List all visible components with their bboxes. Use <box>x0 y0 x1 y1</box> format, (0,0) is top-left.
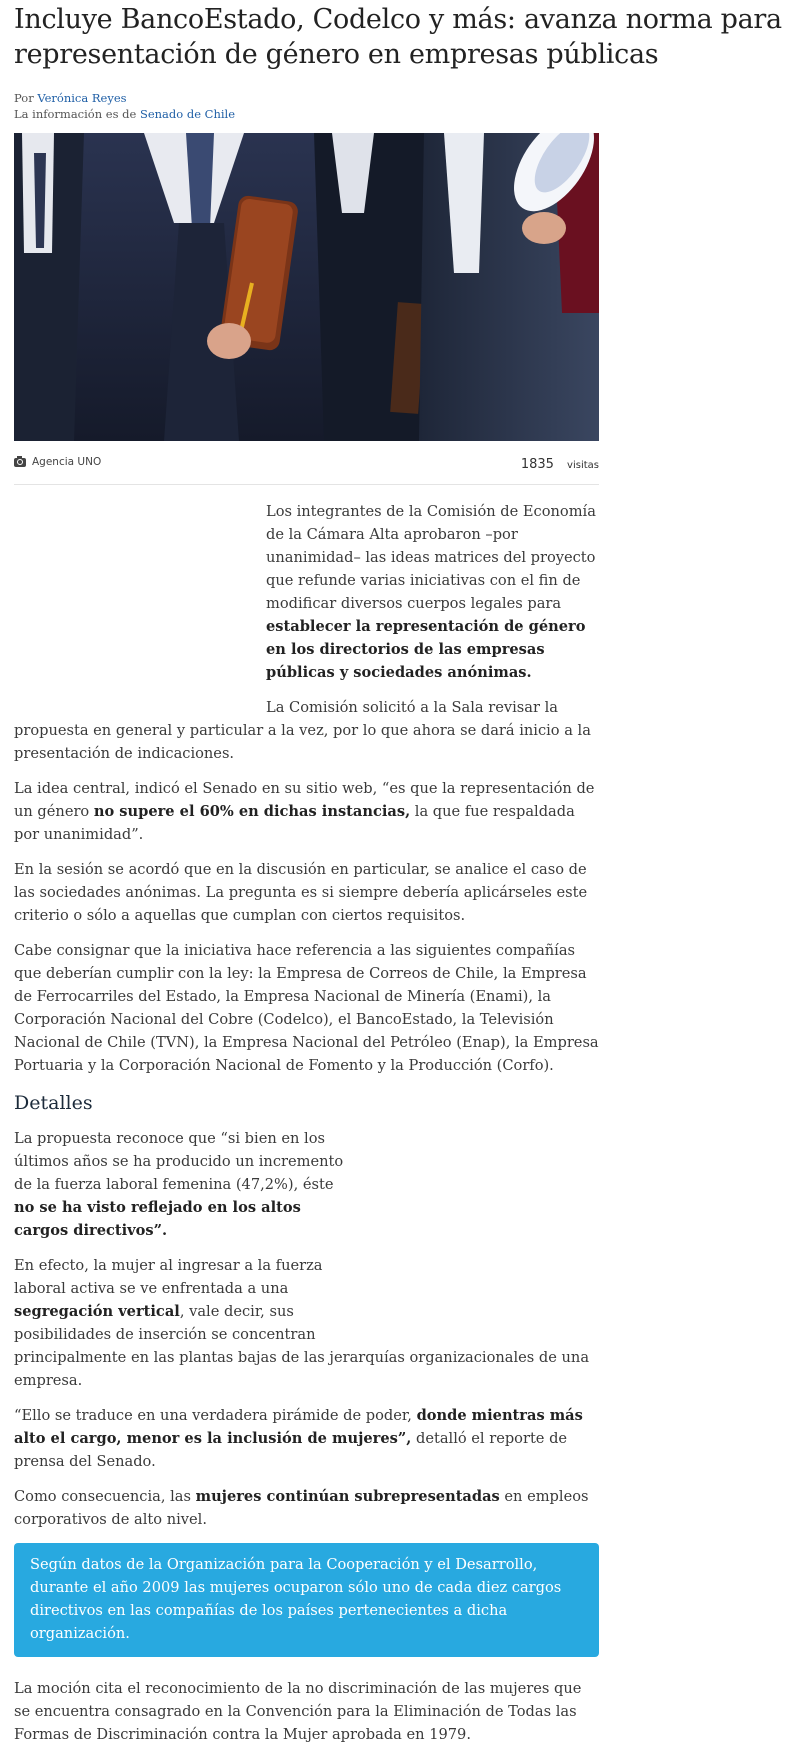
source-link[interactable]: Senado de Chile <box>139 107 236 121</box>
paragraph-1: Los integrantes de la Comisión de Economía de la Cámara Alta aprobaron –por unanimidad– las ideas matrices del proyecto que refunde varias iniciativas con el fin de modificar diversos cuerpos legales para establecer la representación de género en los directorios de las empresas públicas y sociedades anónimas. <box>266 503 596 681</box>
paragraph-5: Cabe consignar que la iniciativa hace referencia a las siguientes compañías que deberían cumplir con la ley: la Empresa de Correos de Chile, la Empresa de Ferrocarriles del Estado, la Empresa Nacional de Minería (Enami), la Corporación Nacional del Cobre (Codelco), el BancoEstado, la Televisión Nacional de Chile (TVN), la Empresa Nacional del Petróleo (Enap), la Empresa Portuaria y la Corporación Nacional de Fomento y la Producción (Corfo). <box>14 942 599 1074</box>
photo-meta-bar <box>14 452 599 485</box>
camera-icon <box>14 458 26 467</box>
photo-credit <box>14 456 101 468</box>
visits-counter <box>521 453 599 472</box>
visits-count: 1835 <box>520 457 554 472</box>
paragraph-8: “Ello se traduce en una verdadera pirámide de poder, donde mientras más alto el cargo, menor es la inclusión de mujeres”, detalló el reporte de prensa del Senado. <box>14 1407 583 1470</box>
paragraph-10: La moción cita el reconocimiento de la no discriminación de las mujeres que se encuentra consagrado en la Convención para la Eliminación de Todas las Formas de Discriminación contra la Mujer aprobada en 1979. <box>14 1680 582 1743</box>
article-headline: Incluye BancoEstado, Codelco y más: avanza norma para representación de género en empresas públicas <box>14 4 782 70</box>
paragraph-7: En efecto, la mujer al ingresar a la fuerza laboral activa se ve enfrentada a una segregación vertical, vale decir, sus posibilidades de inserción se concentran principalmente en las plantas bajas de las jerarquías organizacionales de una empresa. <box>14 1257 590 1389</box>
author-line <box>14 90 780 106</box>
paragraph-4: En la sesión se acordó que en la discusión en particular, se analice el caso de las sociedades anónimas. La pregunta es si siempre debería aplicárseles este criterio o sólo a aquellas que cumplan con ciertos requisitos. <box>14 861 588 924</box>
by-prefix: Por <box>14 91 34 105</box>
article-body <box>14 500 599 1758</box>
visits-label: visitas <box>567 460 599 471</box>
paragraph-6: La propuesta reconoce que “si bien en los últimos años se ha producido un incremento de la fuerza laboral femenina (47,2%), éste no se ha visto reflejado en los altos cargos directivos”. <box>14 1130 344 1239</box>
hero-photo <box>14 133 599 441</box>
highlight-callout: Según datos de la Organización para la Cooperación y el Desarrollo, durante el año 2009 las mujeres ocuparon sólo uno de cada diez cargos directivos en las compañías de los países pertenecientes a dicha organización. <box>14 1543 599 1657</box>
source-prefix: La información es de <box>14 107 137 121</box>
byline <box>14 90 780 122</box>
paragraph-3: La idea central, indicó el Senado en su sitio web, “es que la representación de un género no supere el 60% en dichas instancias, la que fue respaldada por unanimidad”. <box>14 780 595 843</box>
paragraph-2: La Comisión solicitó a la Sala revisar la propuesta en general y particular a la vez, por lo que ahora se dará inicio a la presentación de indicaciones. <box>14 699 591 762</box>
ad-placeholder-right <box>349 1089 599 1341</box>
paragraph-9: Como consecuencia, las mujeres continúan subrepresentadas en empleos corporativos de alto nivel. <box>14 1488 589 1528</box>
section-title: Detalles <box>14 1092 93 1114</box>
ad-placeholder <box>14 500 266 710</box>
source-line <box>14 106 780 122</box>
author-link[interactable]: Verónica Reyes <box>37 91 127 105</box>
photo-credit-text: Agencia UNO <box>32 456 102 468</box>
